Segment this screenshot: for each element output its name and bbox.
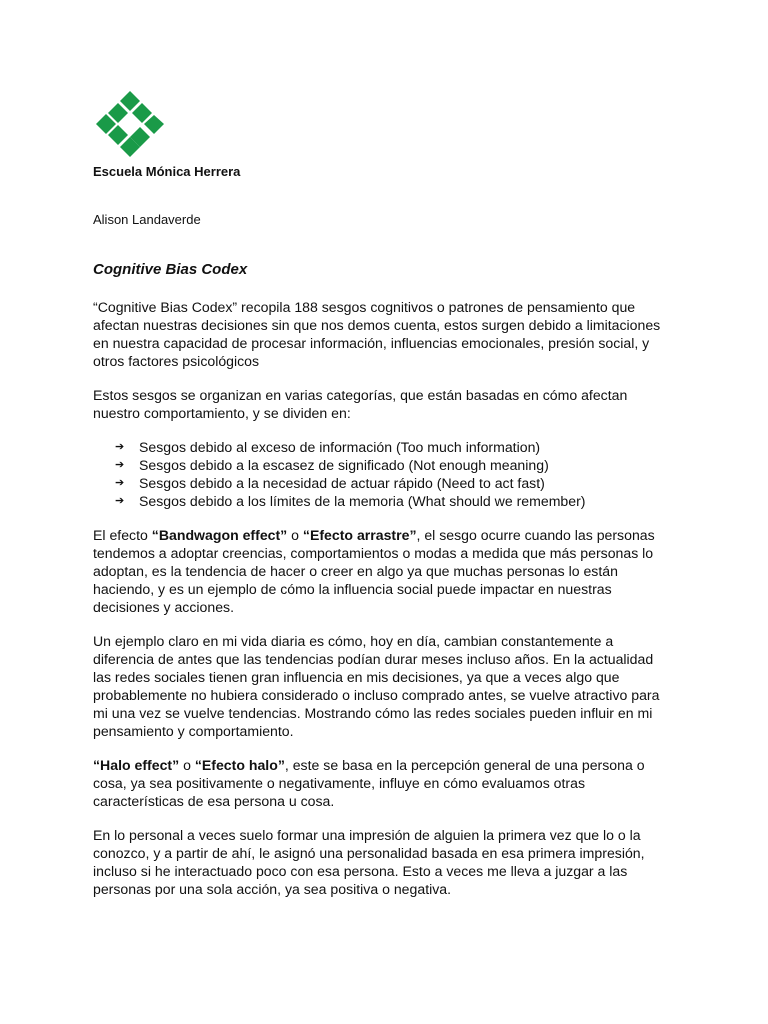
arrow-bullet-icon: ➔: [115, 459, 125, 471]
arrow-bullet-icon: ➔: [115, 495, 125, 507]
bandwagon-term: “Bandwagon effect”: [151, 527, 288, 543]
school-name: Escuela Mónica Herrera: [93, 164, 241, 179]
list-item: ➔ Sesgos debido a los límites de la memoria (What should we remember): [115, 493, 586, 509]
halo-term: “Halo effect”: [93, 757, 180, 773]
arrastre-term: “Efecto arrastre”: [302, 527, 417, 543]
document-title: Cognitive Bias Codex: [93, 261, 248, 278]
green-diamond-logo-icon: [94, 89, 166, 159]
categories-intro-paragraph: Estos sesgos se organizan en varias categorías, que están basadas en cómo afectan nuestro comportamiento, y se dividen en:: [93, 387, 628, 421]
list-item: ➔ Sesgos debido al exceso de información (Too much information): [115, 439, 541, 455]
list-item: ➔ Sesgos debido a la necesidad de actuar rápido (Need to act fast): [115, 475, 545, 491]
efecto-halo-term: “Efecto halo”: [194, 757, 285, 773]
intro-paragraph: “Cognitive Bias Codex” recopila 188 sesgos cognitivos o patrones de pensamiento que afectan nuestras decisiones sin que nos demos cuenta, estos surgen debido a limitaciones en nuestra capacidad de procesar información, influencias emocionales, presión social, y otros factores psicológicos: [93, 299, 661, 369]
arrow-bullet-icon: ➔: [115, 477, 125, 489]
bandwagon-paragraph: El efecto “Bandwagon effect” o “Efecto arrastre”, el sesgo ocurre cuando las personas tendemos a adoptar creencias, comportamientos o modas a medida que más personas lo adoptan, es la tendencia de hacer o creer en algo ya que muchas personas lo están haciendo, y es un ejemplo de cómo la influencia social puede impactar en nuestras decisiones y acciones.: [93, 527, 655, 615]
halo-example-paragraph: En lo personal a veces suelo formar una impresión de alguien la primera vez que lo o la conozco, y a partir de ahí, le asignó una personalidad basada en esa primera impresión, incluso si he interactuado poco con esa persona. Esto a veces me lleva a juzgar a las personas por una sola acción, ya sea positiva o negativa.: [93, 827, 645, 897]
categories-list: [93, 438, 673, 510]
arrow-bullet-icon: ➔: [115, 441, 125, 453]
author-name: Alison Landaverde: [93, 212, 201, 227]
bandwagon-example-paragraph: Un ejemplo claro en mi vida diaria es cómo, hoy en día, cambian constantemente a diferencia de antes que las tendencias podían durar meses incluso años. En la actualidad las redes sociales tienen gran influencia en mis decisiones, ya que a veces algo que probablemente no hubiera considerado o incluso comprado antes, se vuelve atractivo para mi una vez se vuelve tendencias. Mostrando cómo las redes sociales pueden influir en mi pensamiento y comportamiento.: [93, 633, 660, 739]
list-item: ➔ Sesgos debido a la escasez de significado (Not enough meaning): [115, 457, 549, 473]
document-body: [93, 298, 673, 914]
halo-paragraph: “Halo effect” o “Efecto halo”, este se basa en la percepción general de una persona o cosa, ya sea positivamente o negativamente, influye en cómo evaluamos otras características de esa persona u cosa.: [93, 757, 645, 809]
